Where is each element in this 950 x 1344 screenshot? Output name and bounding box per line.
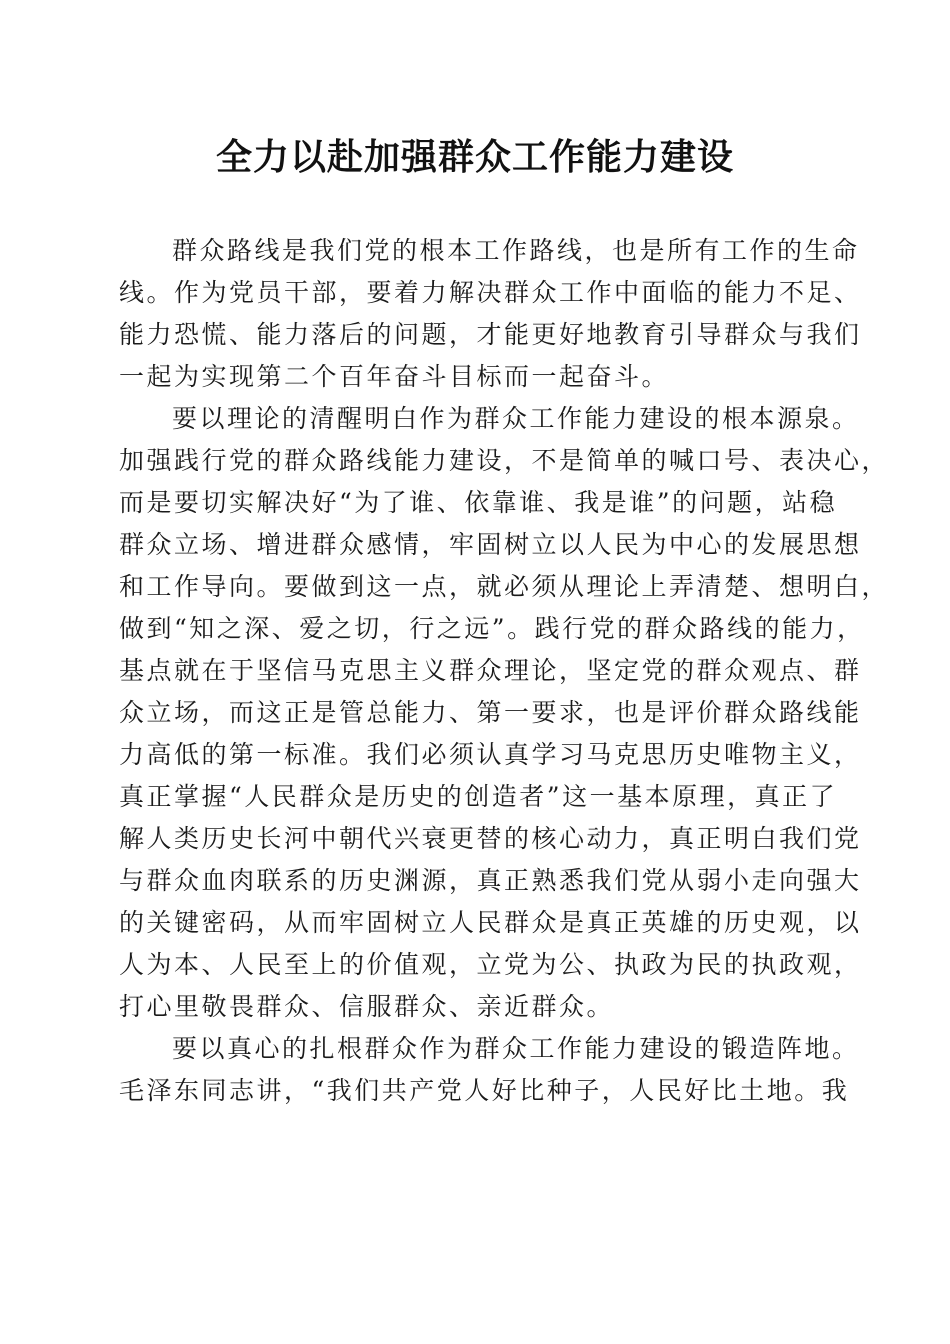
paragraph-line: 群众路线是我们党的根本工作路线，也是所有工作的生命 (172, 236, 860, 265)
paragraph-line: 加强践行党的群众路线能力建设，不是简单的喊口号、表决心， (119, 446, 890, 475)
paragraph-line: 做到“知之深、爱之切，行之远”。践行党的群众路线的能力， (119, 614, 865, 643)
paragraph-line: 能力恐慌、能力落后的问题，才能更好地教育引导群众与我们 (119, 320, 862, 349)
paragraph-1 (119, 230, 862, 398)
paragraph-line: 与群众血肉联系的历史渊源，真正熟悉我们党从弱小走向强大 (119, 866, 862, 895)
paragraph-line: 和工作导向。要做到这一点，就必须从理论上弄清楚、想明白， (119, 572, 890, 601)
paragraph-line: 众立场，而这正是管总能力、第一要求，也是评价群众路线能 (119, 698, 862, 727)
document-title: 全力以赴加强群众工作能力建设 (215, 137, 734, 178)
paragraph-line: 人为本、人民至上的价值观，立党为公、执政为民的执政观， (119, 950, 862, 979)
paragraph-2 (119, 398, 890, 1028)
paragraph-line: 基点就在于坚信马克思主义群众理论，坚定党的群众观点、群 (119, 656, 862, 685)
paragraph-line: 而是要切实解决好“为了谁、依靠谁、我是谁”的问题，站稳 (119, 488, 838, 517)
paragraph-line: 线。作为党员干部，要着力解决群众工作中面临的能力不足、 (119, 278, 862, 307)
paragraph-line: 真正掌握“人民群众是历史的创造者”这一基本原理，真正了 (119, 782, 838, 811)
paragraph-3 (119, 1028, 860, 1112)
paragraph-line: 打心里敬畏群众、信服群众、亲近群众。 (119, 992, 615, 1021)
paragraph-line: 力高低的第一标准。我们必须认真学习马克思历史唯物主义， (119, 740, 862, 769)
paragraph-line: 要以真心的扎根群众作为群众工作能力建设的锻造阵地。 (172, 1034, 860, 1063)
paragraph-line: 一起为实现第二个百年奋斗目标而一起奋斗。 (119, 362, 670, 391)
paragraph-line: 解人类历史长河中朝代兴衰更替的核心动力，真正明白我们党 (119, 824, 862, 853)
document-body (119, 230, 890, 1112)
paragraph-line: 的关键密码，从而牢固树立人民群众是真正英雄的历史观，以 (119, 908, 862, 937)
paragraph-line: 毛泽东同志讲，“我们共产党人好比种子，人民好比土地。我 (119, 1076, 850, 1105)
paragraph-line: 群众立场、增进群众感情，牢固树立以人民为中心的发展思想 (119, 530, 862, 559)
paragraph-line: 要以理论的清醒明白作为群众工作能力建设的根本源泉。 (172, 404, 860, 433)
